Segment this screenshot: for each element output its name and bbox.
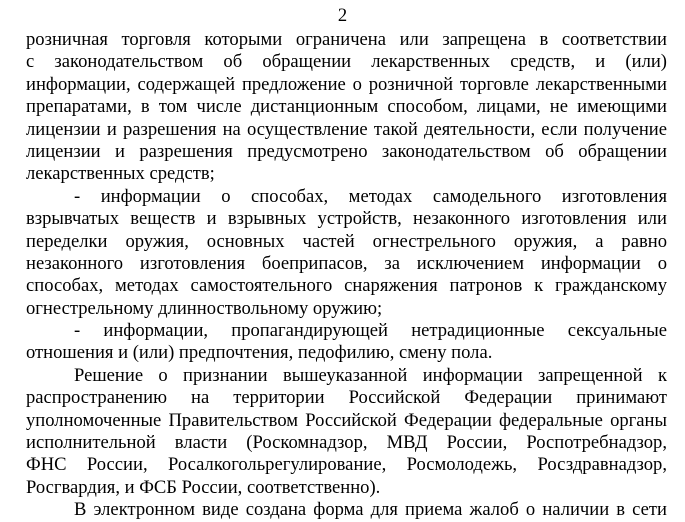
text-line: незаконного изготовления боеприпасов, за исключением информации о — [26, 252, 667, 274]
text-line: лицензии и разрешения предусмотрено законодательством об обращении — [26, 140, 667, 162]
text-line: ФНС России, Росалкогольрегулирование, Росмолодежь, Росздравнадзор, — [26, 454, 667, 476]
text-line: Росгвардия, и ФСБ России, соответственно). — [26, 476, 381, 498]
text-line: огнестрельному длинноствольному оружию; — [26, 297, 383, 319]
text-line: - информации о способах, методах самодельного изготовления — [74, 185, 667, 207]
document-body — [26, 29, 667, 522]
text-line: способах, методах самостоятельного снаряжения патронов к гражданскому — [26, 275, 667, 297]
text-line: с законодательством об обращении лекарственных средств, и (или) — [26, 51, 667, 73]
text-line: взрывчатых веществ и взрывных устройств, незаконного изготовления или — [26, 208, 667, 230]
page-number: 2 — [337, 5, 348, 26]
text-line: уполномоченные Правительством Российской Федерации федеральные органы — [26, 409, 667, 431]
text-line: информации, содержащей предложение о розничной торговле лекарственными — [26, 73, 667, 95]
text-line: лекарственных средств; — [26, 163, 215, 185]
text-line: переделки оружия, основных частей огнестрельного оружия, а равно — [26, 230, 667, 252]
text-line: - информации, пропагандирующей нетрадиционные сексуальные — [74, 320, 667, 342]
text-line: отношения и (или) предпочтения, педофилию, смену пола. — [26, 342, 493, 364]
text-line: исполнительной власти (Роскомнадзор, МВД России, Роспотребнадзор, — [26, 432, 667, 454]
text-line: лицензии и разрешения на осуществление такой деятельности, если получение — [26, 118, 667, 140]
text-line: Решение о признании вышеуказанной информации запрещенной к — [74, 364, 667, 386]
text-line: распространению на территории Российской Федерации принимают — [26, 387, 667, 409]
text-line: В электронном виде создана форма для приема жалоб о наличии в сети — [74, 499, 667, 521]
text-line: препаратами, в том числе дистанционным способом, лицами, не имеющими — [26, 96, 667, 118]
text-line: розничная торговля которыми ограничена или запрещена в соответствии — [26, 29, 667, 50]
